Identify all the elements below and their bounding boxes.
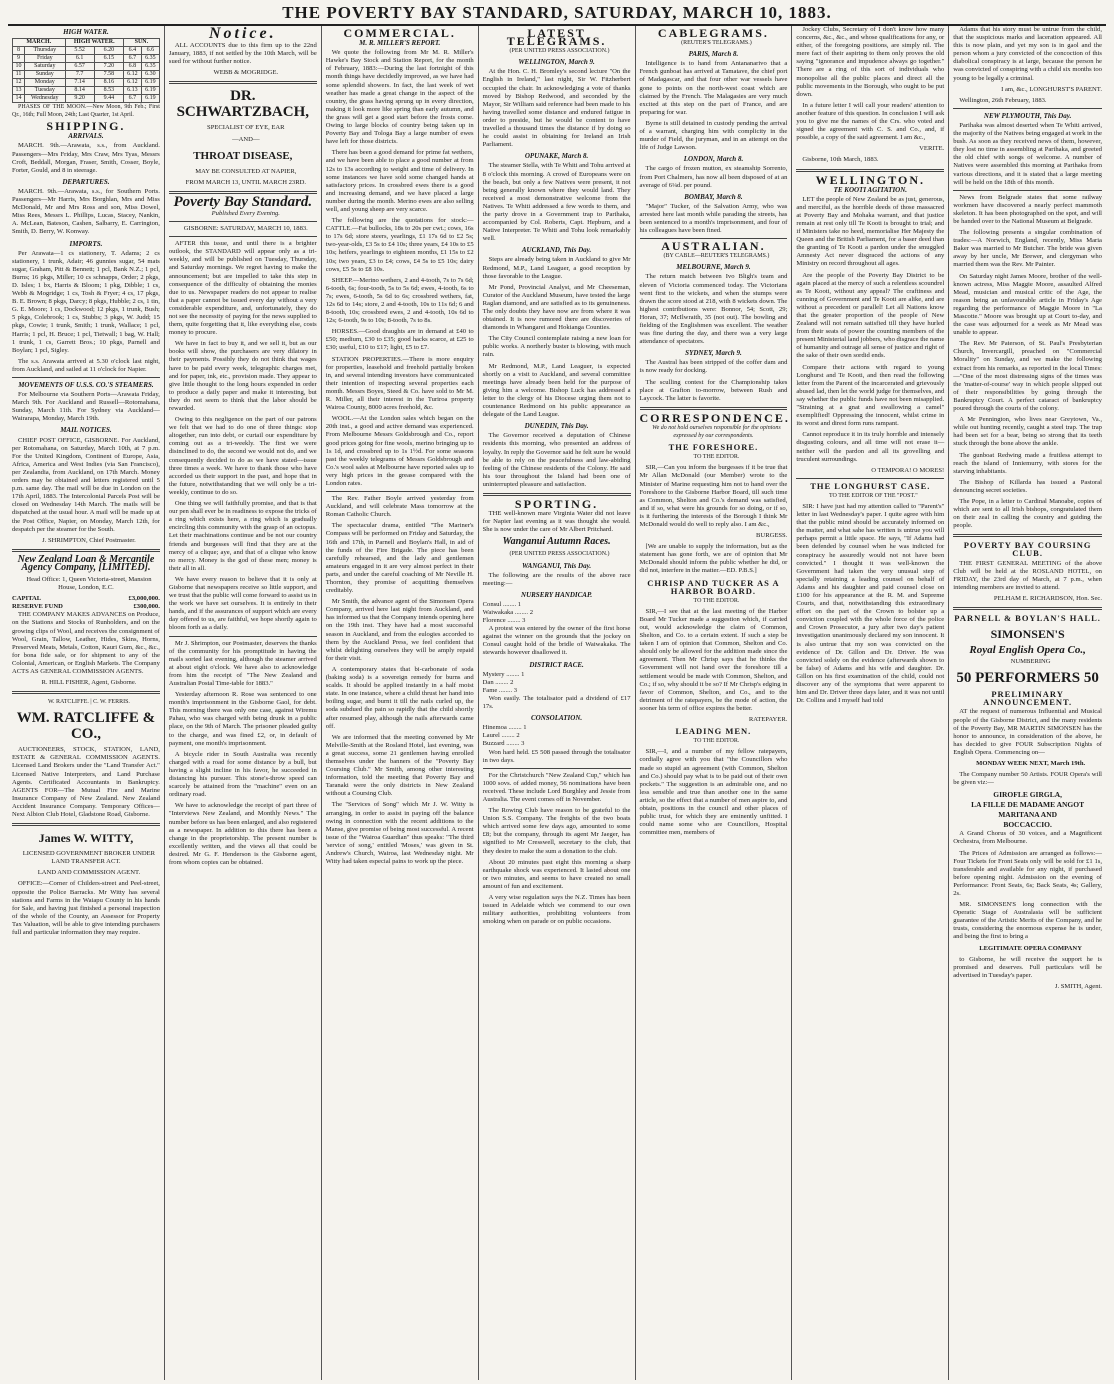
tide-cell: 6.1	[65, 55, 94, 63]
dateline: WELLINGTON, March 9.	[518, 58, 595, 67]
departures-heading: DEPARTURES.	[62, 177, 110, 186]
australian-heading: AUSTRALIAN.	[661, 239, 766, 254]
letter-para: SIR,—Can you inform the burgesses if it be true that Mr Allan McDonald (our Member) wrote to the Minister of Marine requesting him not to hand over the Foreshore to the Gisborne Harbor Board, till such time as Common, Shelton and Co.'s demand was satisfied, and if so, what were his grounds for so doing, or if so, is it furthering the interests of the Borough I think Mr McDonald would do well to reply also. I am &c.,	[639, 464, 788, 528]
doctor-sub: SPECIALIST OF EYE, EAR	[207, 124, 285, 132]
tide-cell: 5.52	[65, 47, 94, 55]
ratcliffe-title: WM. RATCLIFFE & CO.,	[16, 710, 156, 743]
tide-table	[12, 38, 160, 103]
letter-sign: I am, &c., LONGHURST'S PARENT.	[1001, 85, 1102, 93]
tide-cell: Tuesday	[24, 87, 65, 95]
tide-cell: 12	[13, 79, 25, 87]
telegram-para: The steamer Stella, with Te Whiti and Tohu arrived at 8 o'clock this morning. A crowd of Europeans were on the beach, but only a few Natives were present, it not being generally known where they would land. They received a most demonstrative welcome from the Natives. Te Whiti addressed a few words to them, and the party drove in a Government trap to Parihaka, accompanied by Col. Roberts, Capt. Hepburn, and a Native Interpreter. Te Whiti and Tohu look remarkably well.	[482, 162, 631, 243]
commercial-para: STATION PROPERTIES.—There is more enquiry for properties, leasehold and freehold partially broken in, and several intending investors have communicated their intention of inspecting several properties each month. Messrs Boyes, Steed & Co. have sold to Mr M. R. Miller, all their interest in the Turiroa property Wairoa County, 8000 acres freehold, &c.	[325, 355, 474, 412]
sporting-para: For the Christchurch "New Zealand Cup," which has 1000 sovs. of added money, 56 nominations have been received. These include Lord Burghley and Jessie from Australia. The event comes off in November.	[482, 771, 631, 803]
letter-para: Adams that his story must be untrue from the child, that the suspicious marks and laceration appeared. All this is now plain, and yet my son is in gaol and the person whom a jury convicted of the concoction of this diabolical conspiracy is at large, because the person he was convicted of conspiring with a child six months too young to be legally a criminal.	[953, 26, 1102, 82]
arrivals-text: MARCH. 9th.—Arawata, s.s., from Auckland. Passengers—Mrs Friday, Mrs Craw, Mrs Tyas, Messrs Croft, Beddall, Morgan, Fraser, Smith, Cosser, Boyle, Forter, Gould, and 8 in steerage.	[12, 142, 160, 174]
letter-para: SIR: I have just had my attention called to "Parent's" letter in last Wednesday's paper. I quite agree with him that the public mind should be accurately informed on the matter, and what sahe has written is untrue you will perhaps permit a little space. He says, "If Adams had been defended by counsel when he was indicted for conspiracy he assuredly would not not have been convicted." I thought it was well-known the Government had taken the very unusual step of specially retaining a leading counsel on behalf of Adams and his daughter and paid counsel close on £100 for his appearance at the R. M. and Supreme Courts, and that, notwithstanding this extraordinary effort on the part of the Crown to bolster up a conviction coupled with the whole force of the police and Crown Prosecutor, a jury after two day's patient investigation unanimously declared my son innocent. It is also untrue that my son was convicted on the evidence of Dr. Gillon and Dr. Driver. He was convicted solely on the evidence (afterwards shown to be false) of Adams and his wife and daughter. Dr. Gillon on his first examination of the child, could not discover any of the symptoms that were apparent to him and Dr. Driver three days later, and it was not until Dr. Collins and I myself had told	[796, 502, 945, 705]
tide-cell: 6.8	[123, 63, 141, 71]
news-para: A contemporary states that bi-carbonate of soda (baking soda) is a sovereign remedy for burns and scalds. It should be applied instantly in a half moist state. In one instance, where a child thrust her hand into boiling sugar, and burnt it till the nails curled up, the soda subdued the pain so rapidly that the child shortly after resumed play, although the nails afterwards came off.	[325, 665, 474, 730]
tide-row	[13, 47, 160, 55]
to-editor: TO THE EDITOR.	[693, 597, 740, 604]
doctor-dates: FROM MARCH 13, UNTIL MARCH 23RD.	[185, 178, 307, 186]
tide-row	[13, 95, 160, 103]
doctor-sub2: THROAT DISEASE,	[193, 149, 293, 162]
tide-cell: 6.19	[141, 87, 159, 95]
tide-cell: 10	[13, 63, 25, 71]
race-note: Won hard held. £5 508 passed through the totalisator in two days.	[482, 748, 631, 764]
column-7	[949, 26, 1106, 1380]
simonsen-title: SIMONSEN'S	[990, 627, 1065, 642]
tide-cell: 6.15	[94, 55, 123, 63]
opera-item: MARITANA AND	[998, 810, 1058, 820]
cablegrams-heading: CABLEGRAMS.	[657, 26, 769, 40]
races-assoc: (PER UNITED PRESS ASSOCIATION.)	[509, 551, 610, 558]
tide-cell: 6.19	[141, 79, 159, 87]
fifty-performers: 50 PERFORMERS 50	[956, 670, 1099, 687]
news-para: Mr Smith, the advance agent of the Simonsen Opera Company, arrived here last night from Auckland, and has informed us that the Company intends opening here on the 19th inst. They have had a most successful season in Auckland, and from the eulogies accorded to them by the Auckland Press, we feel confident that whilst delighting ourselves they will be amply repaid for their visit.	[325, 598, 474, 662]
commercial-para: We quote the following from Mr M. R. Miller's Hawke's Bay Stock and Station Report, for the month of February, 1883:—During the last fortnight of this month things have decidedly improved, as we have had some splendid showers. In fact, the last week of wet weather has made a great change in the aspect of the country, the grass having sprung up in every direction, making it look more like spring than early autumn, and the grass will get a good start before the frosts come. Owing to large blocks of country being taken up in Poverty Bay and Tologa Bay a large number of ewes have left for those districts.	[325, 49, 474, 146]
news-para: The gunboat Redwing made a fruitless attempt to reach the island of Inniemurry, with stores for the starving inhabitants.	[953, 451, 1102, 475]
coursing-text: THE FIRST GENERAL MEETING of the above Club will be held at the ROSLAND HOTEL, on FRIDAY, the 23rd day of March, at 7 p.m., when intending members are invited to attend.	[953, 559, 1102, 591]
tide-header: MARCH.	[13, 39, 66, 47]
letter-heading: CHRISP AND TUCKER AS A HARBOR BOARD.	[647, 577, 780, 596]
opera-para: MR. SIMONSEN'S long connection with the Operatic Stage of Australasia will be sufficient guarantee of the Artistic Merits of the Company, and he trusts, considering the enormous expense he is under, and being the first to bring a	[953, 901, 1102, 941]
editorial-para: We have every reason to believe that it is only at Gisborne that newspapers receive so little support, and we trust that the public will come forward to assist us in the work we have set ourselves. It is entirely in their hands, and if the assurances of support which are every day offered to us, are faithful, we hope shortly again to bloom forth as a daily.	[168, 575, 317, 632]
tide-cell: 8	[13, 47, 25, 55]
tide-cell: 9.20	[65, 95, 94, 103]
commercial-para: The following are the quotations for stock:—CATTLE.—Fat bullocks, 18s to 20s per cwt.; cows, 16s to 17s 6d; store steers, yearlings, £1 17s 6d to £2 5s; two-year-olds, £3 5s to £4 10s; three years, £4 10s to £5 10s; heifers, yearlings to eighteen months, £1 15s to £2 10s; two years, £3 to £4; cows, £4 5s to £5 10s; dairy cows, £5 5s to £8 10s.	[325, 217, 474, 273]
tide-cell: 8.16	[94, 79, 123, 87]
doctor-consult: MAY BE CONSULTED AT NAPIER,	[195, 167, 297, 175]
column-1	[8, 26, 165, 1380]
tide-cell: 6.12	[123, 79, 141, 87]
commercial-para: WOOL.—At the London sales which began on the 20th inst., a good and active demand was experienced. From Melbourne Messrs Goldsbrough and Co., report good prices going for fine wools, merino bringing up to 1s 1d, and crossbred up to 1s 1½d. For some seasons past the weekly telegrams of Messrs Goldsbrough and Co.'s wool sales at Melbourne have reported sales up to very high prices in the grease compared with the London rates.	[325, 415, 474, 487]
tide-cell: 6.57	[65, 63, 94, 71]
tide-cell: 6.20	[94, 47, 123, 55]
opera-date: MONDAY WEEK NEXT, March 19th.	[976, 760, 1086, 768]
tide-header: SUN.	[123, 39, 159, 47]
doctor-name: DR. SCHWARTZBACH,	[176, 88, 310, 121]
tide-cell: 14	[13, 95, 25, 103]
race-note: A protest was entered by the owner of the first horse against the winner on the grounds that the jockey on Consul caught hold of the bridle of Waiwakaka. The stewards however disallowed it.	[482, 625, 631, 657]
mail-text: CHIEF POST OFFICE, GISBORNE. For Auckland, per Rotomahana, on Saturday, March 10th, at 7 p.m. For the United Kingdom, Continent of Europe, Asia, Africa, America and West Indies (via San Francisco), per Zealandia, from Auckland, on 17th March. Money orders may be obtained and letters registered until 5 p.m. same day. The mail will be due in London on the 17th April, 1883. The Intercolonial Parcels Post will be closed on Wednesday 14th March. The mails will be dispatched at the usual hour. A mail will be made up at the Post Office, Napier, on Monday, March 12th, for despatch per the steamer for the South.	[12, 436, 160, 533]
editor-note: [We are unable to supply the information, but as the statement has gone forth, we are of opinion that Mr McDonald should inform the public whether he did, or did not, interfere in the matter.—ED. P.B.S.]	[639, 543, 788, 575]
witty-text: OFFICE:—Corner of Childers-street and Peel-street, opposite the Police Barracks. Mr Witty has several stations and Farms in the Waiapu County in his hands for Sale, and having just finished a personal inspection of the whole of the County, an Assessor for Property Tax Valuation, will be able to give intending purchasers full and particular information they may require.	[12, 880, 160, 936]
notice-heading: Notice.	[208, 26, 277, 42]
opera-para: to Gisborne, he will receive the support he is promised and deserves. Full particulars will be advertised in Tuesday's paper.	[953, 955, 1102, 979]
letter-sign: RATEPAYER.	[748, 716, 788, 724]
race-result: Waiwakaka ........ 2	[482, 609, 533, 616]
article-para: Compare their actions with regard to young Longhurst and Te Kooti, and then read the following letter from the Parent of the incarcerated and grievously abused lad, then let the world judge for themselves, and say whether the public funds have not been misapplied. "Straining at a gnat and swallowing a camel" exemplified! Oppressing the innocent, whilst crime in its worst and direst form runs rampant.	[796, 363, 945, 428]
race-heading: NURSERY HANDICAP.	[521, 590, 593, 599]
tide-cell: Thursday	[24, 47, 65, 55]
news-para: The Rev. Father Boyle arrived yesterday from Auckland, and will celebrate Mass tomorrow at the Roman Catholic Church.	[325, 495, 474, 519]
capital-label: CAPITAL	[12, 595, 42, 603]
tide-cell: 7.7	[65, 71, 94, 79]
letter-para: SIR,—I see that at the last meeting of the Harbor Board Mr Tucker made a suggestion which, if carried out, would acknowledge the claim of Common, Shelton, and Co. to a certain extent. If such a step be taken I am of opinion that Common, Shelton and Co. should only be allowed for the addition made since the agreement. Then Mr Chrisp says that he thinks the Government will not hand over the foreshore till a settlement would be made with Common, Shelton, and Co.; if so, why should it be so? If Mr Chrisp's edging in favor of Common, Shelton, and Co., and to the detriment of the ratepayers, be the mode of action, the sooner his term of office expires the better.	[639, 607, 788, 712]
races-date: WANGANUI, This Day.	[521, 561, 592, 570]
tide-row	[13, 79, 160, 87]
sporting-para: THE well-known mare Virginia Water did not leave for Napier last evening as it was thought she would. She is now under the care of Mr Albert Pritchard.	[482, 510, 631, 534]
telegram-para: Steps are already being taken in Auckland to give Mr Redmond, M.P., Land Leaguer, a good reception by those favorable to the League.	[482, 256, 631, 280]
tide-cell: 6.35	[141, 55, 159, 63]
letter-sign: VERITE.	[919, 145, 945, 153]
opera-para: A Grand Chorus of 30 voices, and a Magnificent Orchestra, from Melbourne.	[953, 830, 1102, 846]
tide-row	[13, 63, 160, 71]
wellington-heading: WELLINGTON.	[815, 172, 926, 187]
paper-pub: Published Every Evening.	[211, 209, 280, 217]
shipping-heading: SHIPPING.	[46, 119, 126, 134]
opera-title: Royal English Opera Co.,	[969, 644, 1086, 657]
arrivals-heading: ARRIVALS.	[68, 132, 104, 141]
consolation-results	[483, 724, 631, 748]
dateline: DUNEDIN, This Day.	[524, 422, 589, 431]
letter-sign: BURGESS.	[756, 532, 788, 540]
paper-date: GISBORNE: SATURDAY, MARCH 10, 1883.	[183, 225, 308, 233]
news-para: The Pope, in a letter to Cardinal Manoabe, copies of which are sent to all Irish bishops, congratulated them on their zeal in calling the country and guiding the people.	[953, 497, 1102, 530]
column-4	[479, 26, 636, 1380]
tide-cell: 6.4	[123, 47, 141, 55]
column-5	[636, 26, 793, 1380]
tide-cell: 6.12	[123, 71, 141, 79]
news-para: On Saturday night James Moore, brother of the well-known actress, Miss Maggie Moore, assaulted Alfred Mead, musician and musical critic of the Age, the reason being an unfavourable article in Friday's Age regarding the performance of Maggie Moore in "La Mascotte." Moore was brought up at Court to-day, and the case was adjourned for a week as Mr Mead was unable to appear.	[953, 272, 1102, 337]
columns	[8, 26, 1106, 1380]
races-title: Wanganui Autumn Races.	[502, 536, 611, 548]
tide-cell: 6.13	[123, 87, 141, 95]
dateline: AUCKLAND, This Day.	[521, 246, 592, 255]
opera-item: BOCCACCIO.	[1003, 820, 1052, 830]
article-para: Cannot reproduce it in its truly horrible and intensely disgusting colours, and all time will not erase it—neither will the pardon and all its grovelling and truculent surroundings.	[796, 431, 945, 463]
tide-cell: 6.7	[123, 55, 141, 63]
witty-title: James W. WITTY,	[38, 831, 134, 846]
loan-company-title: New Zealand Loan & Mercantile Agency Company, [LIMITED].	[17, 553, 155, 573]
dateline: SYDNEY, March 9.	[685, 349, 742, 358]
reserve-value: £300,000.	[133, 603, 160, 611]
article-para: Are the people of the Poverty Bay District to be again placed at the mercy of such a relentless scoundrel as Te Kooti, without any appeal? The craftiness and cunning of Government and Te Kooti are alike, and are without a precedent or parallel! Let all Nations know that the greater proportion of the people of New Zealand will not remain satisfied till they have hurled from their seats of power the counting members of the present Ministerial land jobbers, who disgrace the name of humanity and outrage all sense of justice and right of the sake of their own sordid ends.	[796, 271, 945, 360]
cable-para: The Austral has been stripped of the coffer dam and is now ready for docking.	[639, 359, 788, 375]
capital-row	[12, 595, 160, 603]
tide-cell: Saturday	[24, 63, 65, 71]
opera-para: The Prices of Admission are arranged as follows:—Four Tickets for Front Seats only will be sold for £1 1s, transferable and available for any night, if purchased before opening night. Admission on the evening of Performance: Front Seats, 6s; Back Seats, 4s; Gallery, 2s.	[953, 849, 1102, 897]
ratcliffe-names: W. RATCLIFFE. | C. W. FERRIS.	[47, 699, 130, 706]
tide-cell: 6.19	[141, 95, 159, 103]
cable-para: Intelligence is to hand from Antananarivo that a French gunboat has arrived at Tamatave, the chief port of Madagascar, and that four other war vessels have gone to points on the north-west coast which are claimed by the French. The Malagasies are very much excited at this step on the part of France, and are preparing for war.	[639, 60, 788, 116]
column-2	[165, 26, 322, 1380]
to-editor: TO THE EDITOR.	[693, 454, 740, 461]
editorial-para: A bicycle rider in South Australia was recently charged with a road for some distance by a bull, but having a slight incline in his favor, he succeeded in distancing his pursuer. This stone's-throw speed can scarcely be attained from the "machine" even on an ordinary road.	[168, 750, 317, 799]
tide-cell: 6.30	[141, 71, 159, 79]
telegram-para: The City Council contemplate raising a new loan for public works. A northerly buster is blowing, with much rain.	[482, 335, 631, 359]
cable-para: "Major" Tucker, of the Salvation Army, who was arrested here last month while parading the streets, has been sentenced to a month's imprisonment, and four of his colleagues have been fined.	[639, 202, 788, 235]
editorial-para: Owing to this negligence on the part of our patrons we felt that we had to do one of three things: stop altogether, run into debt, or curtail our expenditure by coming out as a tri-weekly. The first we were disinclined to do, the second we would not do, and we consequently decided to do as we have stated—issue three times a week. We have to thank those who have accorded us their support in the past, and hope that in the future, notwithstanding that we will only be a tri-weekly, continue to do so.	[168, 416, 317, 496]
commercial-heading: COMMERCIAL.	[343, 26, 456, 40]
reserve-label: RESERVE FUND	[12, 603, 63, 611]
dateline: LONDON, March 8.	[683, 155, 744, 164]
reserve-row	[12, 603, 160, 611]
news-para: A Mr Pennington, who lives near Greytown, Va., while out hunting recently, caught a steel trap. The trap had been set for a bear, being so strong that its teeth stuck through the bone above the ankle.	[953, 416, 1102, 448]
tide-title: HIGH WATER.	[63, 28, 109, 36]
aus-assoc: (BY CABLE—REUTER'S TELEGRAMS.)	[663, 253, 770, 260]
race-heading: DISTRICT RACE.	[529, 660, 584, 669]
latest-telegrams-heading: LATEST TELEGRAMS.	[506, 26, 607, 49]
press-assoc: (PER UNITED PRESS ASSOCIATION.)	[509, 48, 610, 55]
opera-para: AT the request of numerous Influential and Musical people of the Gisborne District, and the many residents of the Poverty Bay, MR MARTIN SIMONSEN has the honor to announce, in consideration of the above, he has decided to give FOUR Subscription Nights of English Opera. Commencing on—	[953, 708, 1102, 756]
preliminary-heading: PRELIMINARY ANNOUNCEMENT.	[983, 689, 1073, 708]
article-para: LET the people of New Zealand be as just, generous, and merciful, as the horrible deeds of those massacred at Poverty Bay and Mohaka warrant, and that justice remain at rest only till Te Kooti is brought to trial; and if Ministers take no heed, memorialise Her Majesty the Queen and the British Parliament, for a baser deed than the granting of Te Kooti a pardon under the smuggled Amnesty Act never disgraced the actions of any Ministry on record throughout all ages.	[796, 195, 945, 268]
letter-para: SIR,—I, and a number of my fellow ratepayers, cordially agree with you that "the Councillors who made so stupid an agreement (with Common, Shelton and Co.) should pay what is to be paid out of their own pockets." The suggestion is an admirable one, and no less sensible and true than another one in the same article, so the effect that a number of men aspire to, and obtain, positions in the council and other places of public trust, for which they are eminently unfitted. I could name some who are Councillors, Hospital committee men, members of	[639, 748, 788, 837]
cable-para: The return match between Ivo Bligh's team and eleven of Victoria commenced today. The Victorians went first to the wickets, and when the stumps were drawn the score stood at 218, with 8 wickets down. The highest contributions were: Bonnor, 54; Scott, 29; Horan, 37; McIlwraith, 35 (not out). The bowling and fielding of the Englishmen was excellent. The weather was fine during the day, and there was a very large attendance of spectators.	[639, 273, 788, 346]
letter-heading: THE FORESHORE.	[668, 442, 759, 453]
telegram-para: Mr Redmond, M.P., Land Leaguer, is expected shortly on a visit to Auckland, and several committee meetings have already been held for the purpose of giving him a welcome. Bishop Luck has addressed a letter to the clergy of his Diocese urging them not to countenance Redmond on his public appearance as delegate of the Land League.	[482, 362, 631, 419]
tide-cell: 8.14	[65, 87, 94, 95]
paper-title: Poverty Bay Standard.	[173, 193, 313, 210]
coursing-heading: POVERTY BAY COURSING CLUB.	[963, 540, 1092, 559]
notice-text: ALL ACCOUNTS due to this firm up to the 22nd January, 1883, if not settled by the 10th March, will be sued for without further notice.	[168, 42, 317, 66]
tide-cell: 6.7	[123, 95, 141, 103]
editorial-para: We have in fact to buy it, and we sell it, but as our books will show, the purchasers are very dilatory in their payments. Possibly they do not think that wages have to be paid every week, telegraphic charges met, and for paper, ink, etc., provision made. They appear to give little thought to the long hours expended in order to produce a daily paper and make it interesting, but they do not seem to think that the labor should be rewarded.	[168, 340, 317, 412]
telegram-para: The Governor received a deputation of Chinese residents this morning, who presented an address of loyalty. In reply the Governor said he felt sure he would be able to rely on the peacefulness and law-abiding feeling of the Chinese residents of the Colony. He said his tour throughout the Island had been one of uninterrupted pleasure and satisfaction.	[482, 432, 631, 488]
longhurst-heading: THE LONGHURST CASE.	[810, 480, 931, 491]
report-heading: M. R. MILLER'S REPORT.	[359, 39, 441, 48]
race-result: Fame ........ 3	[482, 686, 518, 694]
opera-para: The Company number 50 Artists. FOUR Opera's will be given viz:—	[953, 771, 1102, 787]
opera-item: GIROFLE GIRGLA,	[993, 790, 1062, 800]
tide-note: PHASES OF THE MOON.—New Moon, 9th Feb.; First Qr., 16th; Full Moon, 24th; Last Quarter, 1st April.	[12, 104, 160, 119]
letter-para: In a future letter I will call your readers' attention to another feature of this question. In conclusion I will ask you to give me the names of the Crs. who voted and signed the agreement with C. S. and Co., and, if possible, a copy of the said agreement. I am &c.,	[796, 101, 945, 142]
movements-heading: MOVEMENTS OF U.S.S. CO.'S STEAMERS.	[18, 381, 154, 389]
numbering: NUMBERING	[1010, 658, 1051, 666]
race-heading: CONSOLATION.	[530, 714, 583, 723]
tide-cell: Sunday	[24, 71, 65, 79]
letter-date: Gisborne, 10th March, 1883.	[802, 156, 879, 164]
editorial-para: AFTER this issue, and until there is a brighter outlook, the STANDARD will appear only as a tri-weekly, and will be published on Tuesday, Thursday, and Saturday mornings. We regret having to make the announcement; but are impelled to take this step in consequence of the difficulty of obtaining the monies due to us. Newspaper readers do not appear to realise that a paper cannot be issued every day without a very considerable expenditure, and, unfortunately, they do not see the necessity of paying for the news supplied to them, quite forgetting that it, like everything else, costs money to procure.	[168, 240, 317, 337]
race-result: Laurel ........ 2	[482, 732, 520, 740]
race-note: Won easily. The totalisator paid a dividend of £17 17s.	[482, 694, 631, 711]
sporting-heading: SPORTING.	[514, 496, 599, 511]
commercial-para: SHEEP.—Merino wethers, 2 and 4-tooth, 7s to 7s 6d; 6-tooth, 6s; four-tooth, 5s to 5s 6d; ewes, 4-tooth, 6s to 7s; ewes, 6-tooth, 5s 6d to 6s; crossbred wethers, fat, 12s 6d to 14s; store, 2 and 4-tooth, 10s to 11s 6d; 6 and 8-tooth, 10s; crossbred ewes, 2 and 4-tooth, 10s 6d to 12s; 6-tooth, 9s to 10s; 8-tooth, 7s to 8s.	[325, 276, 474, 325]
dateline: NEW PLYMOUTH, This Day.	[983, 111, 1072, 120]
cable-para: The sculling contest for the Championship takes place at Grafton to-morrow, between Rush and Laycock. The latter is favorite.	[639, 378, 788, 402]
tide-cell: Monday	[24, 79, 65, 87]
opera-item: LA FILLE DE MADAME ANGOT	[971, 800, 1085, 810]
capital-value: £3,000,000.	[128, 595, 160, 603]
witty-sub: LICENSED GOVERNMENT BROKER UNDER LAND TRANSFER ACT.	[22, 850, 156, 866]
loan-agent: R. HILL FISHER, Agent, Gisborne.	[41, 679, 137, 687]
news-para: The Rev. Mr Paterson, of St. Paul's Presbyterian Church, Invercargill, preached on "Commercial Morality" on Sunday, and we make the following extract from his remarks, as reported in the local Times:—"One of the most distressing signs of the times was the 'matter-of-course' way in which people slipped out of their responsibilities by going through the Bankruptcy Court. A perfect cataract of bankruptcy poured through the courts of the colony.	[953, 340, 1102, 413]
reuter-note: (REUTER'S TELEGRAMS.)	[681, 40, 752, 47]
race-result: Buzzard ........ 3	[482, 740, 525, 748]
dateline: BOMBAY, March 8.	[684, 192, 743, 201]
news-para: About 20 minutes past eight this morning a sharp earthquake shock was experienced. It lasted about one or two minutes, and seems to have created no small amount of fun and excitement.	[482, 858, 631, 890]
news-para: The following presents a singular combination of trades:—A Norwich, England, recently, Miss Maria Baker was married to Mr Butcher. The bride was given away by her uncle, Mr Brewer, and clergyman who married them was the Rev. Mr Painter.	[953, 229, 1102, 269]
race-result: Mystery ........ 1	[482, 670, 525, 678]
news-para: The Rowing Club have reason to be grateful to the Union S.S. Company. The freights of the two boats which arrived some few days ago, amounted to some £8; but the company, through its agent Mr Jaeger, has signified to Mr Cresswell, secretary to the club, that they desire to make the sum a donation to the club.	[482, 807, 631, 855]
witty-sub2: LAND AND COMMISSION AGENT.	[37, 869, 141, 877]
coursing-sign: PELHAM E. RICHARDSON, Hon. Sec.	[993, 594, 1102, 602]
movements-text: For Melbourne via Southern Ports—Arawata Friday, March 9th. For Auckland and Russell—Rotomahana, Sunday, March 11th. For Sydney via Auckland—Wairarapa, Monday, March 19th.	[12, 391, 160, 423]
corr-note: We do not hold ourselves responsible for the opinions expressed by our correspondents.	[652, 424, 781, 440]
tide-cell: 13	[13, 87, 25, 95]
commercial-para: There has been a good demand for prime fat wethers, and we have been able to place a good number at from 12s to 13s according to weight and time of delivery. In some instances we have sold some changed hands at satisfactory prices. In crossbred ewes there is a good and increasing demand, and we have placed a large number during the month. Merino ewes are also selling well, and young sheep are very scarce.	[325, 149, 474, 213]
dateline: OPUNAKE, March 8.	[524, 152, 589, 161]
race-result: Florence ........ 3	[482, 617, 526, 625]
departures-text: MARCH. 9th.—Arawata, s.s., for Southern Ports. Passengers—Mr Harris, Mrs Borghlan, Mrs and Miss McDonald, Mr and Mrs Ross and son, Miss Dowel, Miss Rees, Messrs L. Phillips, Lucas, Stacey, Nankin, A. McLean, Bateson, Cashen, Salbarry, E. Carrington, Smith, D. Berry, W. Konway.	[12, 187, 160, 236]
tide-cell: 7.14	[65, 79, 94, 87]
dateline: PARIS, March 8.	[688, 50, 739, 59]
cable-para: Byrne is still detained in custody pending the arrival of a warrant, charging him with complicity in the murder of Field, the juryman, and in an attempt on the life of Judge Lawson.	[639, 119, 788, 152]
news-para: The "Services of Song" which Mr J. W. Witty is arranging, in order to assist in paying off the balance owing in connection with the recent additions to the Manse, give promise of being most successful. A recent issue of the "Wairoa Guardian" thus speaks: "The third 'service of song,' entitled 'Moses,' was given in St. Andrew's Church, Wairoa, last Wednesday night. Mr Witty had taken especial pains to work up the piece.	[325, 801, 474, 866]
tide-cell: Wednesday	[24, 95, 65, 103]
editorial-para: We have to acknowledge the receipt of part three of "Interviews New Zealand, and Monthly News." The number before us has been enlarged, and also registered as a newspaper. In addition to this there has been a change in the proprietorship. The present number is excellently written, and the views all that could be desired. Mr G. F. Henderson is the Gisborne agent, from whom copies can be obtained.	[168, 802, 317, 866]
letter-date: Wellington, 26th February, 1883.	[959, 96, 1047, 104]
masthead-title: THE POVERTY BAY STANDARD, SATURDAY, MARCH 10, 1883.	[8, 4, 1106, 26]
hall-heading: PARNELL & BOYLAN'S HALL.	[954, 613, 1101, 623]
departure-note: The s.s. Arawata arrived at 5.30 o'clock last night, from Auckland, and sailed at 11 o'clock for Napier.	[12, 357, 160, 373]
cable-para: The cargo of frozen mutton, ex steamship Sorrento, from Port Chalmers, has now all been disposed of at an average of 6¼d. per pound.	[639, 165, 788, 189]
imports-heading: IMPORTS.	[69, 239, 103, 248]
letter-para: Jockey Clubs, Secretary of I don't know how many concerns, &c., &c., and whose qualifications for any, or either, of the foregoing positions, are simply nil. The mere fact of their aspiring to them only proves the old saying "ignorance and impudence always go together." There are a ring of this sort of individuals who monopolise all the public places and direct all the public movements in the Borough, who ought to be put down.	[796, 26, 945, 98]
article-sign: O TEMPORA! O MORES!	[871, 466, 945, 474]
correspondence-heading: CORRESPONDENCE.	[639, 410, 790, 425]
news-para: We are informed that the meeting convened by Mr Melville-Smith at the Rosland Hotel, last evening, was a great success, some 21 gentlemen having enrolled themselves under the banners of the "Poverty Bay Coursing Club." Mr Smith, among other interesting information, told the meeting that Poverty Bay and Taranaki were the only districts in New Zealand without a Coursing Club.	[325, 733, 474, 798]
races-intro: The following are the results of the above race meeting:—	[482, 571, 631, 587]
tide-cell: 9.44	[94, 95, 123, 103]
district-results	[483, 671, 631, 695]
tide-row	[13, 87, 160, 95]
commercial-para: HORSES.—Good draughts are in demand at £40 to £50; medium, £30 to £35; good hacks scarce, at £25 to £30; useful, £10 to £17; light, £5 to £7.	[325, 328, 474, 352]
loan-office: Head Office: 1, Queen Victoria-street, Mansion House, London, E.C.	[26, 575, 152, 592]
editorial-para: One thing we will faithfully promise, and that is that our pen shall ever be in readiness to expose the tricks of a ring which exists here, a ring which is gradually encircling this community with the grasp of an octopus. Let their machinations continue and be not our country friends and burgesses will find that they are at the mercy of a clique; aye, and that of a clique who know no mercy. Money is the god of these men; money is their all in all.	[168, 500, 317, 572]
race-result: Consul ........ 1	[482, 600, 522, 608]
news-para: News from Belgrade states that some railway workmen have discovered a nearly perfect mammoth skeleton. It has been photographed on the spot, and will be handed over to the National Museum at Belgrade.	[953, 193, 1102, 225]
tide-row	[13, 71, 160, 79]
tide-header: HIGH WATER.	[65, 39, 123, 47]
tide-body	[13, 47, 160, 103]
doctor-and: —AND—	[232, 135, 260, 143]
ratcliffe-text: AUCTIONEERS, STOCK, STATION, LAND, ESTATE & GENERAL COMMISSION AGENTS. Licensed Land Brokers under the "Land Transfer Act." Licensed Native Interpreters, and Land Purchase Agents. Certificated Accountants in Bankruptcy. AGENTS FOR—The Mutual Fire and Marine Insurance Company of New Zealand. New Zealand Accident Insurance Company. Temporary Offices—Next Albion Club Hotel, Gladstone Road, Gisborne.	[12, 746, 160, 819]
race-result: Hinemoa ........ 1	[482, 724, 527, 732]
imports-text: Per Arawata—1 cs stationery, T. Adams; 2 cs stationery, 1 trunk, Adair; 46 gunnies sugar, 54 mats sugar, Graham, Pitt & Bennett; 1 pcl, Bank N.Z.; 1 pcl, Burns; 16 pkgs, Miller; 10 cs schnapps, Order; 2 pkgs, D. Isles; 1 bx, Harris & Bloom; 1 pkg, Dibble; 1 cs, Webb & Mogridge; 1 cs, Tosh & Fryer; 4 cs, 17 pkgs, B. E. Brown; 8 pkgs, Darcy; 8 pkgs, Hubble; 2 cs, 1 tin, G. E. Moore; 1 cs, Dockwood; 12 pkgs, 1 trunk, Bush; 5 pkgs, Colebrook; 1 cs, Stubbs; 3 pkgs, W. Judd; 15 pkgs, Cowie; 1 trunk, Smith; 1 trunk, Wallace; 1 pcl, Harris; 1 pcl, H. Bruce; 1 pcl, Tietwall; 1 bag, W. Hall; 1 trunk, 1 cs, Garrett Bros.; 10 pkgs, Parnell and Boylan; 1 pcl, Sigley.	[12, 249, 160, 354]
mail-heading: MAIL NOTICES.	[60, 426, 112, 435]
agent-sign: J. SMITH, Agent.	[1054, 982, 1102, 990]
tide-cell: 7.20	[94, 63, 123, 71]
tide-cell: 6.6	[141, 47, 159, 55]
legit-heading: LEGITIMATE OPERA COMPANY	[979, 944, 1082, 952]
editorial-para: Yesterday afternoon R. Rose was sentenced to one month's imprisonment in the Gisborne Gaol, for debt. This morning there was only one case, against Wiremu Pahau, who was charged with being drunk in a public place, on the 9th of March. The prisoner pleaded guilty to the charge, and was fined £2, or, in default of payment, one month's imprisonment.	[168, 691, 317, 747]
dateline: MELBOURNE, March 9.	[676, 263, 751, 272]
tide-row	[13, 55, 160, 63]
postmaster-sign: J. SHRIMPTON, Chief Postmaster.	[42, 536, 136, 544]
news-para: The spectacular drama, entitled "The Mariner's Compass will be performed on Friday and Saturday, the 16th and 17th, in Parnell and Boylan's Hall, in aid of the funds of the Fire Brigade. The piece has been carefully rehearsed, and the lady and gentlemen amateurs engaged in it are very almost perfect in their parts, and under the careful coaching of Mr Neville H. Thornton, they promise of acquitting themselves creditably.	[325, 522, 474, 595]
tide-cell: Friday	[24, 55, 65, 63]
opera-list	[953, 790, 1102, 830]
to-editor: TO THE EDITOR.	[693, 738, 740, 745]
news-para: The Bishop of Killarda has issued a Pastoral denouncing secret societies.	[953, 478, 1102, 494]
telegram-para: At the Hon. C. H. Bromley's second lecture "On the English in Ireland," last night, Sir W. Fitzherbert occupied the chair. In acknowledging a vote of thanks moved by Bishop Redwood, and seconded by the Mayor, Sir William said reference had been made to his having travelled some distance and endured fatigue in order to preside, but he would be content to have travelled a thousand times the distance if by doing so he could assist in obtaining for Ireland an Irish Parliament.	[482, 68, 631, 149]
news-para: A very wise regulation says the N.Z. Times has been issued in Adelaide which we commend to our own military authorities, prohibiting volunteers from smoking when on parade or on public occasions.	[482, 894, 631, 926]
notice-sign: WEBB & MOGRIDGE.	[213, 69, 279, 77]
loan-text: THE COMPANY MAKES ADVANCES on Produce, on the Stations and Stocks of Runholders, and on the growing clips of Wool, and receives the consignment of Wool, Grain, Tallow, Leather, Hides, Skins, Horns, Preserved Meats, Metals, Cotton, Kauri Gum, &c., &c., for bona fide sale, or for shipment to any of the Colonial, American, or English Markets. The Company ACTS AS GENERAL COMMISSION AGENTS.	[12, 611, 160, 675]
tide-cell: 6.35	[141, 63, 159, 71]
editorial-para: Mr J. Shrimpton, our Postmaster, deserves the thanks of the community for his promptitude in having the mails sorted last evening, although the steamer arrived at about eight o'clock. We have also to acknowledge from him the receipt of "The New Zealand and Australian Postal Time-table for 1883."	[168, 639, 317, 687]
tide-cell: 8.53	[94, 87, 123, 95]
nursery-results	[483, 601, 631, 625]
column-6	[792, 26, 949, 1380]
telegram-para: Mr Pond, Provincial Analyst, and Mr Cheeseman, Curator of the Auckland Museum, have tested the large Raglan diamond, and are satisfied as to its genuineness. The only doubts they have now are from where it was obtained. It is now rumored there are discoveries of diamonds in Whangarei and Hokianga Counties.	[482, 283, 631, 332]
letter-heading: LEADING MEN.	[675, 726, 752, 737]
news-para: Parihaka was almost deserted when Te Whiti arrived, the majority of the Natives being engaged at work in the bush. As soon as they received news of them, however, they lost no time in assembling at Parihaka, and greeted the old chief with songs of welcome. A number of Natives were assembled this morning at Parihaka from various directions, and it is stated that a large meeting will be held on the 18th of this month.	[953, 121, 1102, 186]
tide-cell: 11	[13, 71, 25, 79]
kooti-heading: TE KOOTI AGITATION.	[833, 185, 908, 194]
tide-cell: 7.58	[94, 71, 123, 79]
to-editor: TO THE EDITOR OF THE "POST."	[828, 492, 918, 499]
column-3	[322, 26, 479, 1380]
race-result: Dan ........ 2	[482, 678, 514, 686]
tide-cell: 9	[13, 55, 25, 63]
